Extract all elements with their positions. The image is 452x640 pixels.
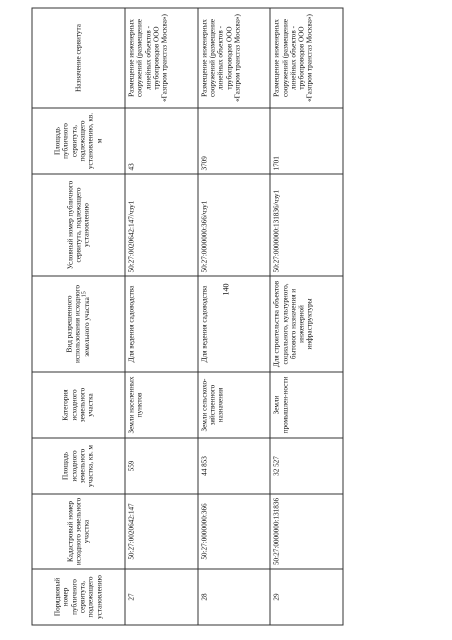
header-cell: Назначение сервитута	[32, 8, 125, 108]
plot-area: 559	[125, 438, 198, 494]
footnote-marker: 15	[81, 290, 88, 297]
table-row	[125, 8, 198, 625]
rotated-table	[31, 8, 343, 625]
header-row	[32, 8, 125, 625]
table-row	[197, 8, 270, 625]
servitude-purpose: Размещение инженерных сооружений (размещение линейных объектов - трубопроводов ООО «Газпром трансгаз Москва»)	[197, 8, 270, 108]
servitude-purpose: Размещение инженерных сооружений (размещение линейных объектов - трубопроводов ООО «Газпром трансгаз Москва»)	[270, 8, 343, 108]
land-category: Земли сельскохо-зяйственного назначения	[197, 372, 270, 438]
header-cell: Кадастровый номер исходного земельного участка	[32, 494, 125, 569]
servitude-number: 50:27:0000000:366/чзу1	[197, 174, 270, 276]
row-number: 27	[125, 569, 198, 625]
header-cell: Категория исходного земельного участка	[32, 372, 125, 438]
servitude-number: 50:27:0020642:147/чзу1	[125, 174, 198, 276]
plot-area: 44 853	[197, 438, 270, 494]
header-text: Вид разрешенного использования исходного земельного участка	[64, 284, 91, 363]
header-cell: Порядковый номер публичного сервитута, подлежащего установлению	[32, 569, 125, 625]
header-cell: Площадь публичного сервитута, подлежащего установлению, кв. м	[32, 108, 125, 174]
permitted-use: Для строительства объектов социального, культурного, бытового назначения и инженерной инфраструктуры	[270, 276, 343, 372]
cadastral-number: 50:27:0000000:366	[197, 494, 270, 569]
servitude-area: 1701	[270, 108, 343, 174]
servitude-area: 3709	[197, 108, 270, 174]
land-category: Земли населенных пунктов	[125, 372, 198, 438]
header-cell: Площадь исходного земельного участка, кв. м	[32, 438, 125, 494]
plot-area: 32 527	[270, 438, 343, 494]
header-cell	[32, 276, 125, 372]
row-number: 29	[270, 569, 343, 625]
servitude-table	[31, 7, 343, 625]
table-row	[270, 8, 343, 625]
servitude-table-container	[31, 8, 343, 625]
cadastral-number: 50:27:0000000:131836	[270, 494, 343, 569]
land-category: Земли промышлен-ности	[270, 372, 343, 438]
servitude-area: 43	[125, 108, 198, 174]
page-number: 140	[221, 283, 231, 296]
cadastral-number: 50:27:0020642:147	[125, 494, 198, 569]
permitted-use: Для ведения садоводства	[197, 276, 270, 372]
servitude-number: 50:27:0000000:131836/чзу1	[270, 174, 343, 276]
row-number: 28	[197, 569, 270, 625]
permitted-use: Для ведения садоводства	[125, 276, 198, 372]
servitude-purpose: Размещение инженерных сооружений (размещение линейных объектов - трубопроводов ООО «Газпром трансгаз Москва»)	[125, 8, 198, 108]
header-cell: Условный номер публичного сервитута, подлежащего установлению	[32, 174, 125, 276]
